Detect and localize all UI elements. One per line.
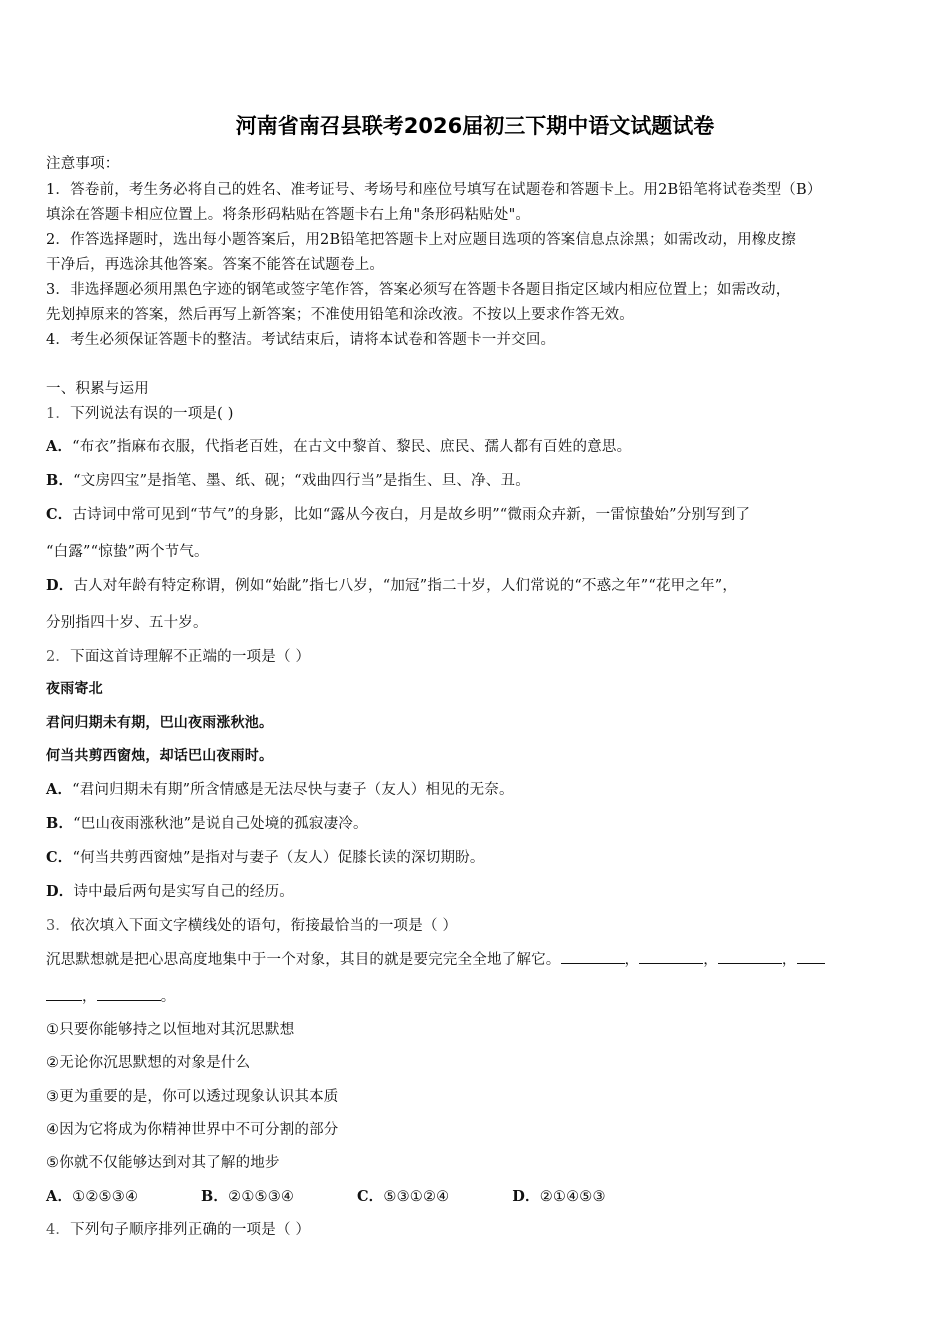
question-text: 依次填入下面文字横线处的语句，衔接最恰当的一项是（ ）: [70, 918, 458, 934]
question-2-stem: [46, 645, 310, 666]
question-text: 下列句子顺序排列正确的一项是（ ）: [70, 1222, 311, 1238]
notice-line: 干净后，再选涂其他答案。答案不能答在试题卷上。: [46, 257, 385, 273]
question-text: 下面这首诗理解不正端的一项是（ ）: [70, 649, 311, 665]
option-text: “君问归期未有期”所含情感是无法尽快与妻子（友人）相见的无奈。: [72, 782, 514, 798]
question-text: 下列说法有误的一项是( ): [70, 406, 234, 422]
option-text: ②①④⑤③: [539, 1189, 606, 1205]
question-number: 1．: [46, 406, 71, 422]
option-label: C．: [356, 1188, 384, 1205]
question-1-stem: [46, 402, 234, 423]
option-label: B．: [46, 815, 74, 832]
option-text: “巴山夜雨涨秋池”是说自己处境的孤寂凄冷。: [73, 816, 368, 832]
notice-line: 1．答卷前，考生务必将自己的姓名、准考证号、考场号和座位号填写在试题卷和答题卡上。用2B铅笔将试卷类型（B）: [46, 182, 822, 198]
q1-option-d: [46, 574, 737, 595]
option-label: C．: [46, 506, 73, 523]
q2-option-c: [46, 846, 485, 867]
option-label: A．: [46, 781, 73, 798]
q1-option-c: [46, 503, 750, 524]
section-heading: 一、积累与运用: [46, 381, 149, 397]
option-text: 古人对年龄有特定称谓，例如“始龀”指七八岁，“加冠”指二十岁，人们常说的“不惑之年”“花甲之年”，: [73, 578, 738, 594]
option-label: D．: [46, 883, 74, 900]
question-3-stem: [46, 914, 457, 935]
fill-blank: [97, 986, 161, 1001]
q3-sentence: ①只要你能够持之以恒地对其沉思默想: [46, 1022, 295, 1038]
option-label: D．: [512, 1188, 540, 1205]
q3-sentence: ②无论你沉思默想的对象是什么: [46, 1055, 251, 1071]
passage-text: 沉思默想就是把心思高度地集中于一个对象，其目的就是要完完全全地了解它。: [46, 952, 561, 968]
option-text: 诗中最后两句是实写自己的经历。: [73, 884, 294, 900]
fill-blank: [718, 949, 782, 964]
q2-option-b: [46, 812, 368, 833]
option-label: B．: [46, 472, 74, 489]
option-text: “文房四宝”是指笔、墨、纸、砚；“戏曲四行当”是指生、旦、净、丑。: [73, 473, 530, 489]
q2-option-d: [46, 880, 294, 901]
notice-line: 4．考生必须保证答题卡的整洁。考试结束后，请将本试卷和答题卡一并交回。: [46, 332, 556, 348]
fill-blank: [797, 949, 825, 964]
option-text: “布衣”指麻布衣服，代指老百姓，在古文中黎首、黎民、庶民、孺人都有百姓的意思。: [72, 439, 632, 455]
question-number: 2．: [46, 649, 71, 665]
q1-option-b: [46, 469, 530, 490]
option-text: ②①⑤③④: [228, 1189, 295, 1205]
q1-option-c-continued: “白露”“惊蛰”两个节气。: [46, 544, 209, 560]
question-number: 3．: [46, 918, 71, 934]
q3-choice-c: [357, 1185, 449, 1206]
fill-blank: [639, 949, 703, 964]
notice-heading: 注意事项：: [46, 156, 120, 172]
option-text: ①②⑤③④: [72, 1189, 139, 1205]
q3-choices: [46, 1185, 664, 1206]
q3-choice-a: [46, 1185, 138, 1206]
page-title: 河南省南召县联考2026届初三下期中语文试题试卷: [235, 114, 715, 138]
option-text: 古诗词中常可见到“节气”的身影，比如“露从今夜白，月是故乡明”“微雨众卉新，一雷惊蛰始”分别写到了: [72, 507, 751, 523]
question-number: 4．: [46, 1222, 71, 1238]
option-text: “何当共剪西窗烛”是指对与妻子（友人）促膝长读的深切期盼。: [72, 850, 485, 866]
option-label: D．: [46, 577, 74, 594]
q3-passage: 沉思默想就是把心思高度地集中于一个对象，其目的就是要完完全全地了解它。 ， ， ，: [46, 948, 825, 969]
q3-sentence: ⑤你就不仅能够达到对其了解的地步: [46, 1155, 280, 1171]
q3-choice-d: [512, 1185, 605, 1206]
q2-option-a: [46, 778, 514, 799]
notice-line: 2．作答选择题时，选出每小题答案后，用2B铅笔把答题卡上对应题目选项的答案信息点涂黑；如需改动，用橡皮擦: [46, 232, 797, 248]
q3-sentence: ④因为它将成为你精神世界中不可分割的部分: [46, 1122, 339, 1138]
q3-sentence: ③更为重要的是，你可以透过现象认识其本质: [46, 1089, 339, 1105]
q3-choice-b: [201, 1185, 294, 1206]
q1-option-d-continued: 分别指四十岁、五十岁。: [46, 615, 208, 631]
notice-line: 填涂在答题卡相应位置上。将条形码粘贴在答题卡右上角"条形码粘贴处"。: [46, 207, 531, 223]
fill-blank: [561, 949, 625, 964]
option-label: C．: [46, 849, 73, 866]
poem-line: 何当共剪西窗烛，却话巴山夜雨时。: [46, 748, 274, 764]
option-label: A．: [46, 438, 73, 455]
q1-option-a: [46, 435, 631, 456]
poem-line: 君问归期未有期，巴山夜雨涨秋池。: [46, 715, 274, 731]
option-text: ⑤③①②④: [383, 1189, 450, 1205]
option-label: A．: [46, 1188, 73, 1205]
poem-title: 夜雨寄北: [46, 681, 103, 697]
notice-line: 3．非选择题必须用黑色字迹的钢笔或签字笔作答，答案必须写在答题卡各题目指定区域内相应位置上；如需改动，: [46, 282, 791, 298]
option-label: B．: [200, 1188, 229, 1205]
question-4-stem: [46, 1218, 310, 1239]
fill-blank: [46, 986, 82, 1001]
notice-line: 先划掉原来的答案，然后再写上新答案；不准使用铅笔和涂改液。不按以上要求作答无效。: [46, 307, 634, 323]
q3-passage-continued: ， 。: [46, 985, 175, 1006]
